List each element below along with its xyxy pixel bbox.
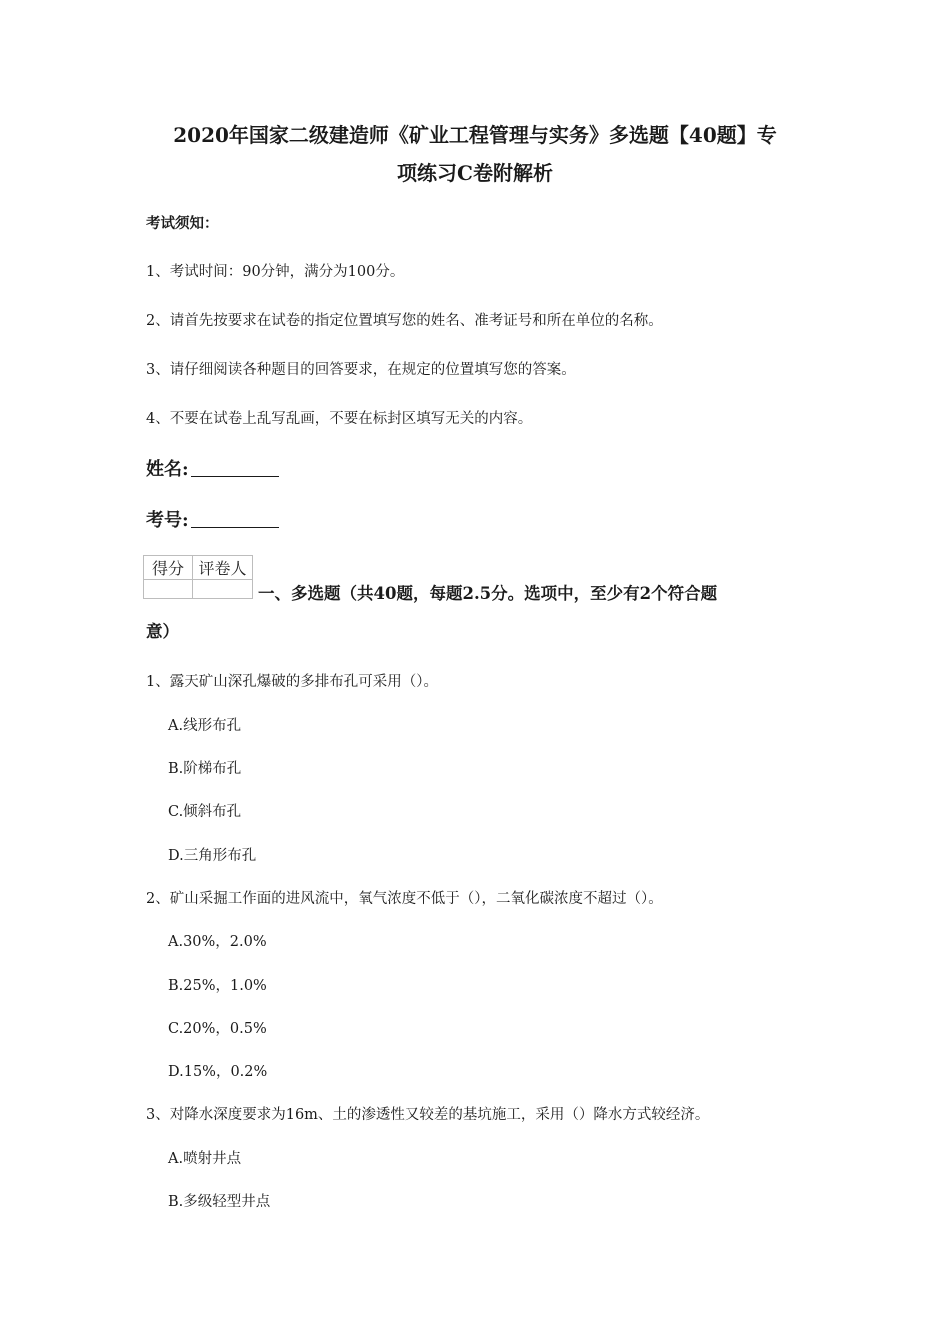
- question-2-option-a: A.30%，2.0%: [168, 934, 267, 950]
- document-title-line-2: 项练习C卷附解析: [397, 161, 553, 185]
- score-table: [143, 555, 253, 599]
- section-heading-line-2: 意）: [146, 622, 179, 641]
- notice-item-4: 4、不要在试卷上乱写乱画，不要在标封区填写无关的内容。: [146, 411, 533, 427]
- name-label: 姓名:: [146, 459, 189, 480]
- notice-heading: 考试须知：: [146, 215, 219, 232]
- grader-cell[interactable]: [193, 580, 253, 599]
- question-3-option-a: A.喷射井点: [168, 1151, 242, 1167]
- question-3: 3、对降水深度要求为16m、土的渗透性又较差的基坑施工，采用（）降水方式较经济。: [146, 1107, 710, 1123]
- question-2-option-b: B.25%，1.0%: [168, 978, 267, 994]
- notice-item-1: 1、考试时间：90分钟，满分为100分。: [146, 264, 405, 280]
- question-2: 2、矿山采掘工作面的进风流中，氧气浓度不低于（），二氧化碳浓度不超过（）。: [146, 891, 663, 907]
- question-2-option-d: D.15%，0.2%: [168, 1064, 268, 1080]
- score-cell[interactable]: [144, 580, 193, 599]
- notice-item-3: 3、请仔细阅读各种题目的回答要求，在规定的位置填写您的答案。: [146, 362, 576, 378]
- grader-header: 评卷人: [193, 556, 253, 580]
- name-field: [146, 455, 279, 481]
- exam-id-blank[interactable]: [191, 509, 279, 528]
- document-title-line-1: 2020年国家二级建造师《矿业工程管理与实务》多选题【40题】专: [173, 123, 777, 147]
- question-2-option-c: C.20%，0.5%: [168, 1021, 267, 1037]
- question-1-option-d: D.三角形布孔: [168, 848, 257, 864]
- exam-id-field: [146, 506, 279, 532]
- question-1: 1、露天矿山深孔爆破的多排布孔可采用（）。: [146, 674, 438, 690]
- question-1-option-a: A.线形布孔: [168, 718, 242, 734]
- question-1-option-c: C.倾斜布孔: [168, 804, 242, 820]
- notice-item-2: 2、请首先按要求在试卷的指定位置填写您的姓名、准考证号和所在单位的名称。: [146, 313, 663, 329]
- question-3-option-b: B.多级轻型井点: [168, 1194, 271, 1210]
- exam-id-label: 考号:: [146, 510, 189, 531]
- section-heading-line-1: 一、多选题（共40题，每题2.5分。选项中，至少有2个符合题: [258, 584, 718, 603]
- question-1-option-b: B.阶梯布孔: [168, 761, 242, 777]
- score-header: 得分: [144, 556, 193, 580]
- name-blank[interactable]: [191, 458, 279, 477]
